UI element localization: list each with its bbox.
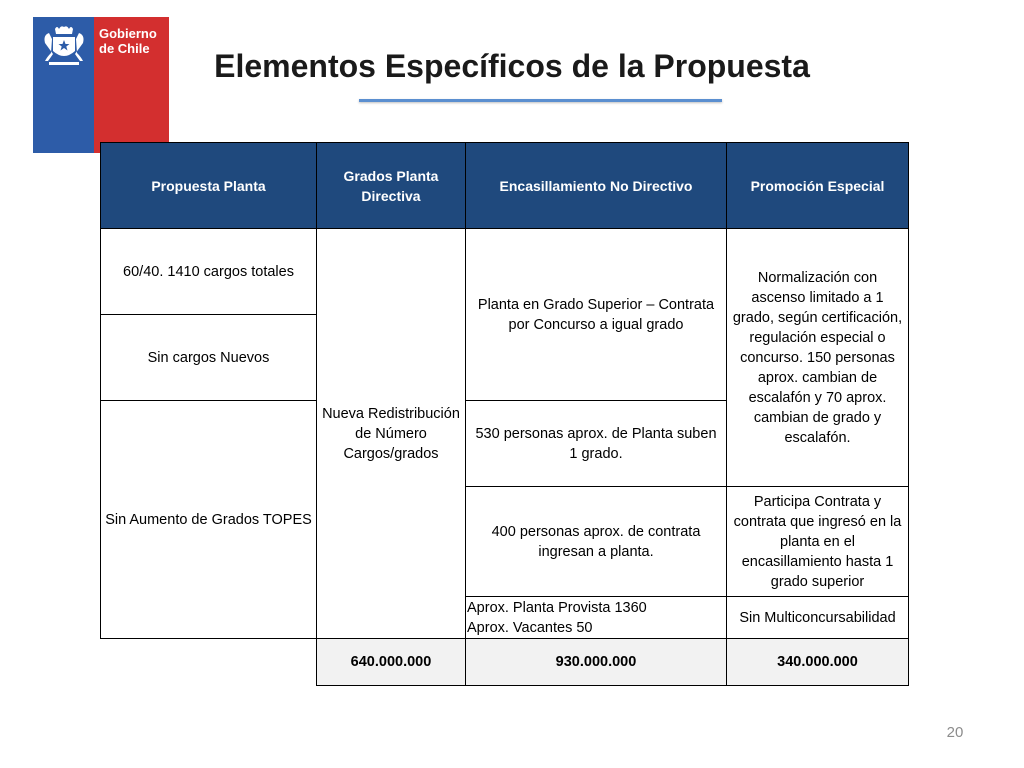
- cell-normalizacion: Normalización con ascenso limitado a 1 grado, según certificación, regulación especial o concurso. 150 personas aprox. cambian de escalafón y 70 aprox. cambian de grado y escalafón.: [727, 229, 909, 487]
- header-encasillamiento-no-directivo: Encasillamiento No Directivo: [466, 143, 727, 229]
- logo-line-2: de Chile: [99, 41, 150, 56]
- aprox-planta-provista: Aprox. Planta Provista 1360: [467, 599, 647, 616]
- header-propuesta-planta: Propuesta Planta: [101, 143, 317, 229]
- totals-row: [101, 639, 909, 686]
- aprox-vacantes: Aprox. Vacantes 50: [467, 619, 593, 636]
- cell-sin-cargos-nuevos: Sin cargos Nuevos: [101, 315, 317, 401]
- total-promocion: 340.000.000: [727, 639, 909, 686]
- page-number: 20: [946, 724, 964, 741]
- cell-530-personas: 530 personas aprox. de Planta suben 1 grado.: [466, 401, 727, 487]
- cell-sin-aumento-grados: Sin Aumento de Grados TOPES: [101, 401, 317, 639]
- proposal-table: [100, 142, 909, 686]
- cell-400-personas: 400 personas aprox. de contrata ingresan a planta.: [466, 487, 727, 597]
- cell-aprox-planta: [466, 597, 727, 639]
- cell-participa-contrata: Participa Contrata y contrata que ingresó en la planta en el encasillamiento hasta 1 grado superior: [727, 487, 909, 597]
- total-grados-planta: 640.000.000: [317, 639, 466, 686]
- logo-line-1: Gobierno: [99, 26, 157, 41]
- gobierno-de-chile-logo: [33, 17, 169, 153]
- cell-planta-grado-superior: Planta en Grado Superior – Contrata por Concurso a igual grado: [466, 229, 727, 401]
- title-underline: [359, 99, 722, 102]
- header-grados-planta-directiva: Grados Planta Directiva: [317, 143, 466, 229]
- total-encasillamiento: 930.000.000: [466, 639, 727, 686]
- slide-title: Elementos Específicos de la Propuesta: [214, 48, 810, 84]
- cell-sin-multiconcursabilidad: Sin Multiconcursabilidad: [727, 597, 909, 639]
- table-row: [101, 229, 909, 315]
- cell-cargos-totales: 60/40. 1410 cargos totales: [101, 229, 317, 315]
- totals-blank-cell: [101, 639, 317, 686]
- table-header-row: [101, 143, 909, 229]
- cell-nueva-redistribucion: Nueva Redistribución de Número Cargos/grados: [317, 229, 466, 639]
- logo-blue-panel: [33, 17, 94, 153]
- header-promocion-especial: Promoción Especial: [727, 143, 909, 229]
